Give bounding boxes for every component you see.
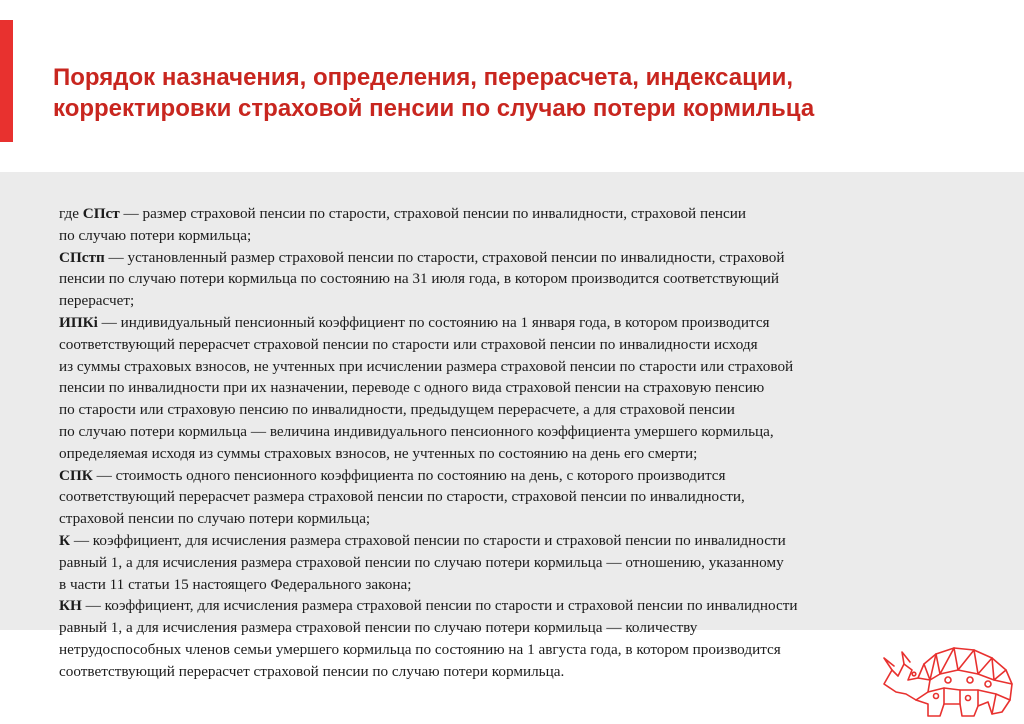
definition-line [59, 595, 959, 617]
page-title [53, 62, 983, 124]
definition-line [59, 530, 959, 552]
definition-text: равный 1, а для исчисления размера страховой пенсии по случаю потери кормильца — отношению, указанному [59, 553, 784, 571]
definition-term: ИПКi [59, 313, 98, 331]
definition-line [59, 617, 959, 639]
definition-term: СПстп [59, 248, 105, 266]
definition-line [59, 247, 959, 269]
definition-line [59, 399, 959, 421]
definition-text: страховой пенсии по случаю потери кормильца; [59, 510, 371, 528]
definition-prefix: где [59, 205, 83, 222]
definition-text: определяемая исходя из суммы страховых взносов, не учтенных по состоянию на день его смерти; [59, 444, 698, 462]
title-line-2: корректировки страховой пенсии по случаю потери кормильца [53, 95, 815, 122]
definition-term: КН [59, 597, 82, 615]
definition-line [59, 290, 959, 312]
definition-term: К [59, 531, 71, 549]
definition-text: — размер страховой пенсии по старости, страховой пенсии по инвалидности, страховой пенсии [119, 205, 746, 222]
definition-line [59, 465, 959, 487]
definition-line [59, 661, 959, 683]
definition-text: пенсии по случаю потери кормильца по состоянию на 31 июля года, в котором производится соответствующий [59, 270, 780, 288]
definition-line [59, 552, 959, 574]
definition-line [59, 377, 959, 399]
definition-text: — коэффициент, для исчисления размера страховой пенсии по старости и страховой пенсии по инвалидности [70, 531, 786, 549]
definition-text: — коэффициент, для исчисления размера страховой пенсии по старости и страховой пенсии по инвалидности [81, 597, 798, 615]
definition-line [59, 486, 959, 508]
definition-text: — стоимость одного пенсионного коэффициента по состоянию на день, с которого производится [92, 466, 726, 484]
definition-text: соответствующий перерасчет страховой пенсии по старости или страховой пенсии по инвалидности исходя [59, 335, 758, 353]
definitions-text [59, 203, 959, 683]
definition-text: по старости или страховую пенсию по инвалидности, предыдущем перерасчете, а для страховой пенсии [59, 401, 735, 419]
rhino-emblem-icon [878, 640, 1020, 720]
definition-term: СПст [82, 205, 120, 222]
definition-text: по случаю потери кормильца; [59, 226, 252, 244]
definition-line [59, 268, 959, 290]
accent-bar [0, 20, 13, 142]
definition-line [59, 334, 959, 356]
definition-line [59, 508, 959, 530]
definition-term: СПК [59, 466, 93, 484]
definition-text: соответствующий перерасчет размера страховой пенсии по старости, страховой пенсии по инвалидности, [59, 488, 745, 506]
definition-text: по случаю потери кормильца — величина индивидуального пенсионного коэффициента умершего кормильца, [59, 422, 774, 440]
definition-text: соответствующий перерасчет страховой пенсии по случаю потери кормильца. [59, 662, 565, 680]
definition-line [59, 312, 959, 334]
definition-line [59, 421, 959, 443]
definition-text: нетрудоспособных членов семьи умершего кормильца по состоянию на 1 августа года, в котором производится [59, 640, 781, 658]
definition-text: — установленный размер страховой пенсии по старости, страховой пенсии по инвалидности, страховой [104, 248, 785, 266]
definition-line [59, 356, 959, 378]
title-line-1: Порядок назначения, определения, перерасчета, индексации, [53, 64, 794, 91]
definition-line [59, 203, 959, 225]
definition-line [59, 443, 959, 465]
definition-line [59, 225, 959, 247]
definition-line [59, 639, 959, 661]
definition-line [59, 574, 959, 596]
definition-text: в части 11 статьи 15 настоящего Федерального закона; [59, 575, 412, 593]
definition-text: пенсии по инвалидности при их назначении, переводе с одного вида страховой пенсии на страховую пенсию [59, 379, 765, 397]
definition-text: из суммы страховых взносов, не учтенных при исчислении размера страховой пенсии по старости или страховой [59, 357, 794, 375]
definition-text: равный 1, а для исчисления размера страховой пенсии по случаю потери кормильца — количеству [59, 619, 698, 637]
definition-text: перерасчет; [59, 292, 135, 310]
definition-text: — индивидуальный пенсионный коэффициент по состоянию на 1 января года, в котором производится [97, 313, 770, 331]
